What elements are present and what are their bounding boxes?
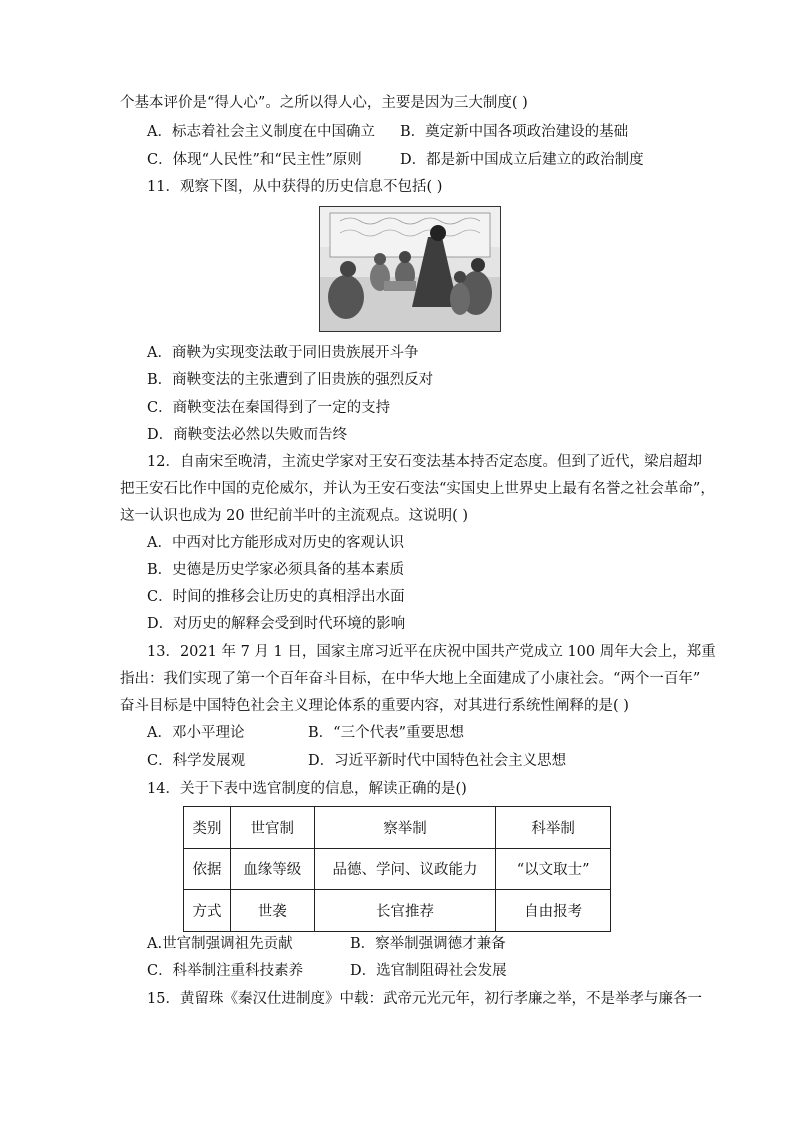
q13-stem-line2: 指出：我们实现了第一个百年奋斗目标，在中华大地上全面建成了小康社会。“两个一百年”	[120, 671, 701, 687]
selection-system-table	[183, 806, 611, 932]
table-cell: 血缘等级	[230, 848, 314, 890]
table-cell: 世袭	[230, 890, 314, 932]
q12-stem-line1: 12．自南宋至晚清，主流史学家对王安石变法基本持否定态度。但到了近代，梁启超却	[147, 454, 702, 470]
q13-option-d: D．习近平新时代中国特色社会主义思想	[308, 753, 567, 769]
table-cell: 依据	[184, 848, 231, 890]
q14-option-d: D．选官制阻碍社会发展	[350, 963, 507, 979]
table-cell: 长官推荐	[314, 890, 496, 932]
q14-option-c: C．科举制注重科技素养	[147, 963, 304, 979]
q13-option-b: B．“三个代表”重要思想	[308, 725, 464, 741]
table-header-row	[184, 807, 611, 849]
q12-option-a: A．中西对比方能形成对历史的客观认识	[147, 535, 404, 551]
table-row	[184, 848, 611, 890]
shang-yang-debate-illustration	[319, 206, 501, 332]
table-cell: 方式	[184, 890, 231, 932]
table-row	[184, 890, 611, 932]
q10-stem-tail: 个基本评价是“得人心”。之所以得人心，主要是因为三大制度( )	[120, 95, 528, 111]
q11-option-b: B．商鞅变法的主张遭到了旧贵族的强烈反对	[147, 372, 434, 388]
q12-option-d: D．对历史的解释会受到时代环境的影响	[147, 616, 406, 632]
table-header-cell: 科举制	[496, 807, 611, 849]
q14-option-b: B．察举制强调德才兼备	[350, 936, 506, 952]
q15-stem-line1: 15．黄留珠《秦汉仕进制度》中载：武帝元光元年，初行孝廉之举，不是举孝与廉各一	[147, 991, 702, 1007]
q14-stem: 14．关于下表中选官制度的信息，解读正确的是()	[147, 781, 467, 797]
q13-option-c: C．科学发展观	[147, 753, 246, 769]
table-cell: “以文取士”	[496, 848, 611, 890]
table-header-cell: 类别	[184, 807, 231, 849]
q12-option-c: C．时间的推移会让历史的真相浮出水面	[147, 589, 405, 605]
q10-option-d: D．都是新中国成立后建立的政治制度	[400, 152, 644, 168]
table-cell: 品德、学问、议政能力	[314, 848, 496, 890]
q10-option-c: C．体现“人民性”和“民主性”原则	[147, 152, 362, 168]
table-header-cell: 世官制	[230, 807, 314, 849]
table-header-cell: 察举制	[314, 807, 496, 849]
q11-option-c: C．商鞅变法在秦国得到了一定的支持	[147, 400, 391, 416]
q12-option-b: B．史德是历史学家必须具备的基本素质	[147, 562, 405, 578]
q12-stem-line3: 这一认识也成为 20 世纪前半叶的主流观点。这说明( )	[120, 508, 469, 524]
q11-option-a: A．商鞅为实现变法敢于同旧贵族展开斗争	[147, 345, 419, 361]
q10-option-a: A．标志着社会主义制度在中国确立	[147, 124, 375, 140]
q11-option-d: D．商鞅变法必然以失败而告终	[147, 427, 348, 443]
q13-option-a: A．邓小平理论	[147, 725, 245, 741]
q12-stem-line2: 把王安石比作中国的克伦威尔，并认为王安石变法“实国史上世界史上最有名誉之社会革命”，	[120, 481, 715, 497]
q13-stem-line3: 奋斗目标是中国特色社会主义理论体系的重要内容，对其进行系统性阐释的是( )	[120, 698, 629, 714]
q10-option-b: B．奠定新中国各项政治建设的基础	[400, 124, 629, 140]
table-cell: 自由报考	[496, 890, 611, 932]
q13-stem-line1: 13．2021 年 7 月 1 日，国家主席习近平在庆祝中国共产党成立 100 周年大会上，郑重	[147, 644, 716, 660]
q14-option-a: A.世官制强调祖先贡献	[147, 936, 293, 952]
q11-stem: 11．观察下图，从中获得的历史信息不包括( )	[147, 179, 443, 195]
